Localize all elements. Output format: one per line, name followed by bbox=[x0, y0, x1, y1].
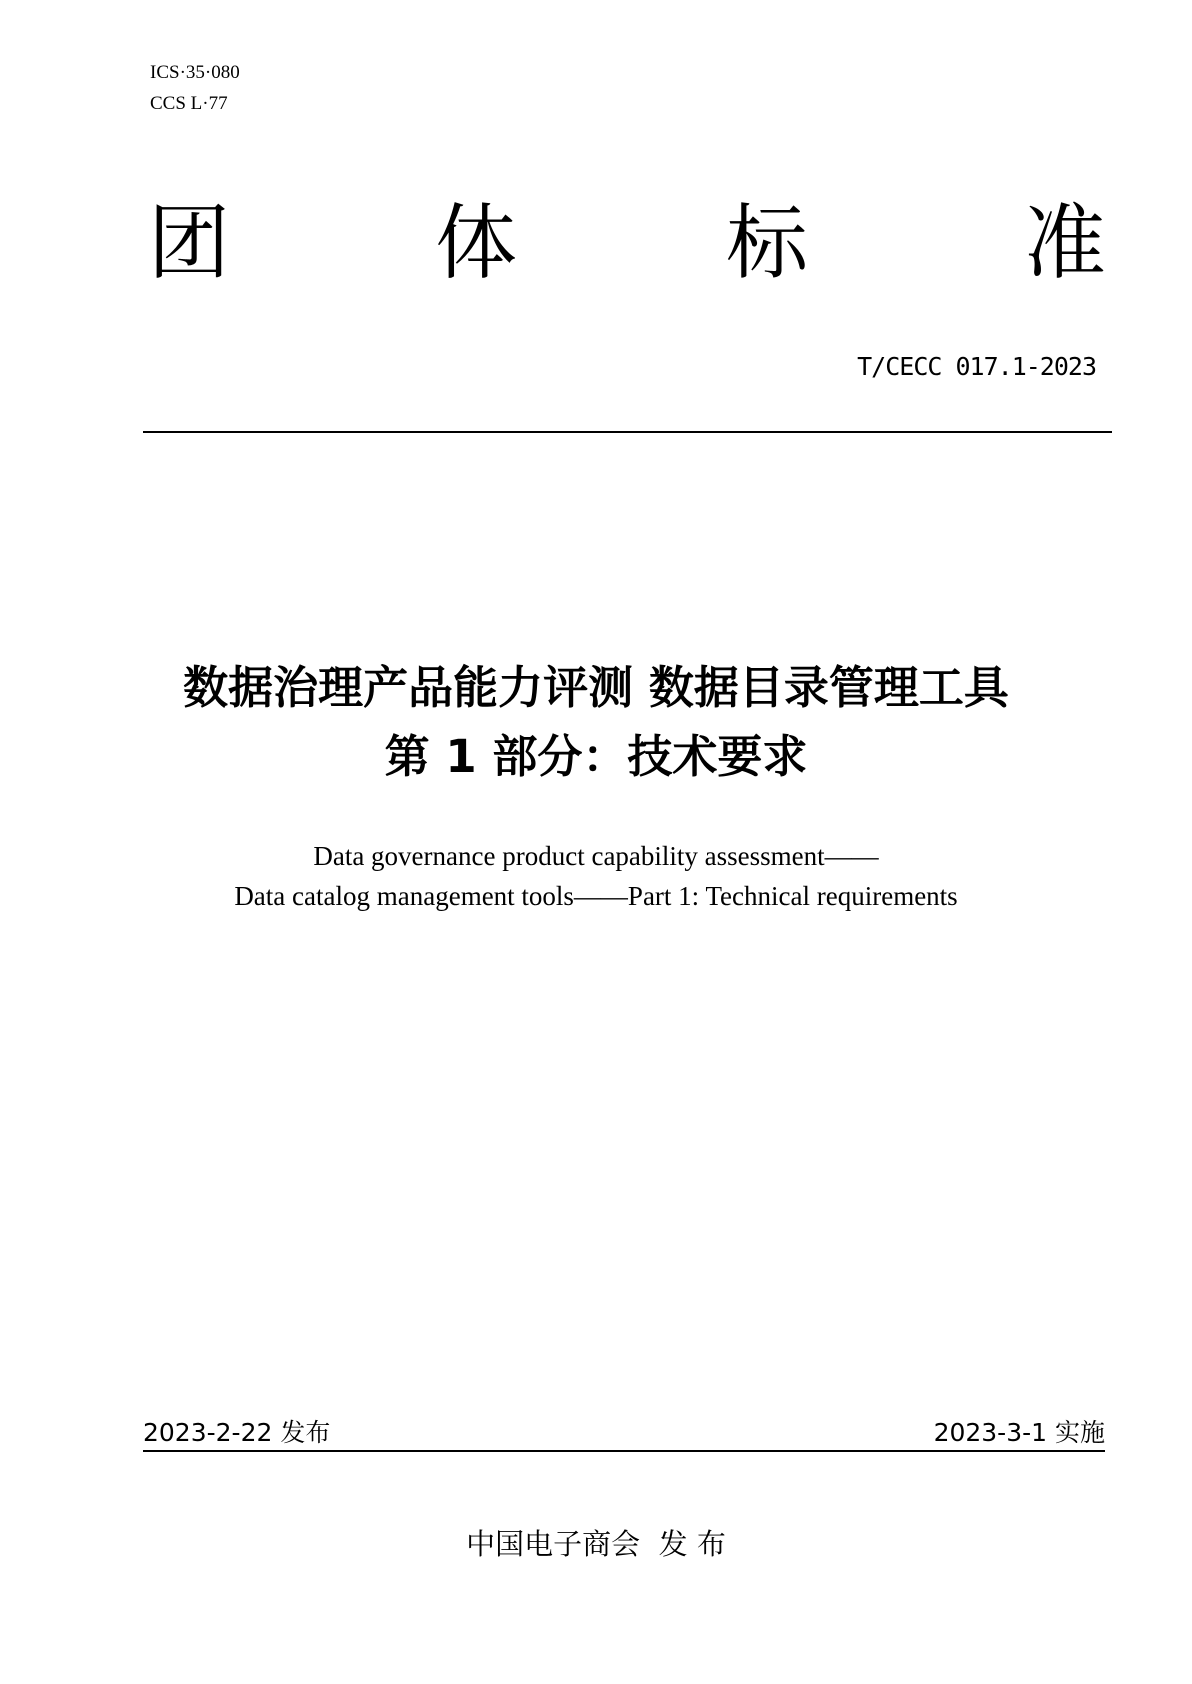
header-char-1: 团 bbox=[148, 196, 231, 291]
title-en-line1: Data governance product capability assessment—— bbox=[313, 841, 879, 871]
publisher: 中国电子商会 发 布 bbox=[466, 1527, 726, 1561]
title-en-line2: Data catalog management tools——Part 1: Technical requirements bbox=[234, 881, 958, 911]
release-date: 2023-2-22 发布 bbox=[143, 1418, 331, 1447]
title-cn-line2: 第 1 部分：技术要求 bbox=[384, 730, 808, 783]
ics-code: ICS·35·080 bbox=[150, 62, 240, 83]
header-divider bbox=[143, 431, 1112, 433]
header-char-3: 标 bbox=[726, 196, 809, 291]
standard-number: T/CECC 017.1-2023 bbox=[857, 352, 1096, 381]
header-char-2: 体 bbox=[435, 196, 518, 291]
ccs-code: CCS L·77 bbox=[150, 93, 228, 114]
footer-divider bbox=[143, 1450, 1105, 1452]
implement-date: 2023-3-1 实施 bbox=[933, 1418, 1105, 1447]
title-cn-line1: 数据治理产品能力评测 数据目录管理工具 bbox=[183, 661, 1009, 714]
header-char-4: 准 bbox=[1024, 196, 1107, 291]
